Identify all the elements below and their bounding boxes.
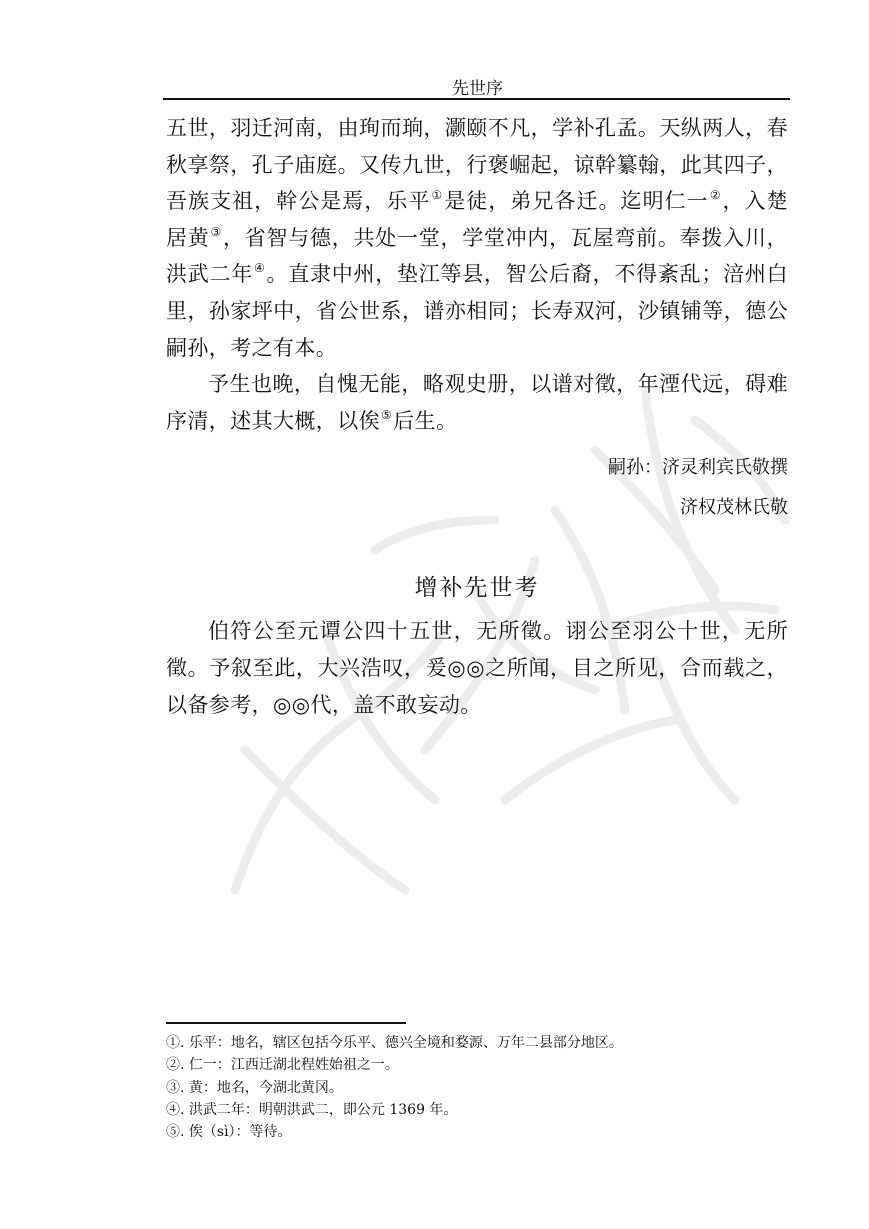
preface-text: 后生。 — [393, 408, 458, 433]
supplement-paragraph: 伯符公至元谭公四十五世，无所徵。诩公至羽公十世，无所徵。予叙至此，大兴浩叹，爰◎◎之所闻，目之所见，合而载之，以备参考，◎◎代，盖不敢妄动。 — [166, 619, 788, 717]
footnotes — [166, 1032, 786, 1143]
footnote-item: ②. 仁一：江西迁湖北程姓始祖之一。 — [166, 1057, 399, 1074]
preface-text: ，入楚居黄 — [166, 189, 788, 250]
signature-author: 嗣孙：济灵利宾氏敬撰 — [608, 457, 788, 479]
footnote-ref-3[interactable]: ③ — [210, 224, 223, 239]
preface-text: 。直隶中州，垫江等县，智公后裔，不得紊乱；涪州白里，孙家坪中，省公世系，谱亦相同；长寿双河，沙镇铺等，德公嗣孙，考之有本。 — [166, 262, 788, 360]
header-divider — [163, 98, 790, 100]
preface-text: 是徒，弟兄各迁。迄明仁一 — [444, 189, 709, 214]
preface-paragraph-2 — [166, 366, 788, 439]
footnote-ref-5[interactable]: ⑤ — [381, 407, 393, 422]
footnote-ref-1[interactable]: ① — [431, 188, 444, 203]
section-title: 增补先世考 — [414, 575, 540, 602]
preface-text: 五世，羽迁河南，由珣而珦，灏颐不凡，学补孔孟。天纵两人，春秋享祭，孔子庙庭。又传九世，行褒崛起，谅幹纂翰，此其四子，吾族支祖，幹公是焉，乐平 — [166, 116, 788, 214]
footnote-item: ④. 洪武二年：明朝洪武二，即公元 1369 年。 — [166, 1101, 458, 1118]
footnote-item: ③. 黄：地名，今湖北黄冈。 — [166, 1079, 343, 1096]
footnote-ref-2[interactable]: ② — [709, 188, 722, 203]
preface-text: 予生也晚，自愧无能，略观史册，以谱对徵，年湮代远，碍难序清，述其大概，以俟 — [166, 372, 788, 433]
preface-text: ，省智与德，共处一堂，学堂冲内，瓦屋弯前。奉拨入川，洪武二年 — [166, 225, 788, 287]
footnote-item: ①. 乐平：地名，辖区包括今乐平、德兴全境和婺源、万年二县部分地区。 — [166, 1035, 623, 1051]
footnote-divider — [166, 1022, 406, 1024]
signature-author-2: 济权茂林氏敬 — [680, 497, 788, 519]
preface-paragraph-1 — [166, 110, 788, 366]
footnote-ref-4[interactable]: ④ — [253, 261, 266, 276]
footnote-item: ⑤. 俟（sì）：等待。 — [166, 1124, 292, 1141]
running-header: 先世序 — [452, 79, 503, 99]
main-content — [166, 110, 788, 723]
